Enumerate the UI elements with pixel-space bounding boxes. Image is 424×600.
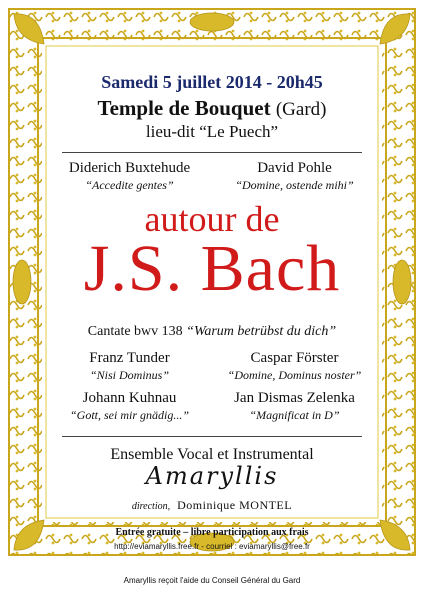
- support-note: Amaryllis reçoit l'aide du Conseil Général du Gard: [123, 576, 301, 585]
- program-item: [52, 350, 207, 383]
- title-line-2: J.S. Bach: [83, 232, 341, 305]
- divider: [62, 436, 362, 437]
- entry-info: Entrée gratuite – libre participation aux frais: [115, 527, 309, 538]
- direction-label: direction,: [131, 501, 171, 512]
- work-title: “Domine, ostende mihi”: [235, 178, 354, 192]
- composer-name: Diderich Buxtehude: [68, 160, 191, 176]
- program-item: [52, 160, 207, 193]
- cantata-work: “Warum betrübst du dich”: [186, 324, 337, 339]
- work-title: “Nisi Dominus”: [89, 368, 170, 382]
- event-venue: [52, 96, 372, 121]
- venue-department: (Gard): [275, 99, 327, 120]
- ensemble-logo-text: Amaryllis: [145, 462, 279, 490]
- cantata-line: [52, 324, 372, 340]
- contact-links: http://eviamaryllis.free.fr - courriel : eviamaryllis@free.fr: [114, 542, 310, 551]
- program-item: [217, 350, 372, 383]
- poster-content: [52, 68, 372, 510]
- work-title: “Gott, sei mir gnädig...”: [69, 408, 189, 422]
- composer-name: Franz Tunder: [89, 350, 170, 366]
- composer-name: Johann Kuhnau: [82, 390, 177, 406]
- cantata-label: Cantate bwv 138: [87, 324, 183, 339]
- event-date: Samedi 5 juillet 2014 - 20h45: [101, 72, 323, 92]
- event-place: lieu-dit “Le Puech”: [145, 122, 279, 141]
- composer-name: Caspar Förster: [250, 350, 339, 366]
- program-item: [217, 390, 372, 423]
- work-title: “Magnificat in D”: [249, 408, 340, 422]
- title-line-1: autour de: [144, 199, 280, 239]
- ensemble-name: Ensemble Vocal et Instrumental: [110, 446, 314, 463]
- divider: [62, 152, 362, 153]
- program-item: [217, 160, 372, 193]
- work-title: “Accedite gentes”: [85, 178, 174, 192]
- composer-name: David Pohle: [257, 160, 332, 176]
- direction-line: [52, 498, 372, 513]
- venue-name: Temple de Bouquet: [97, 96, 271, 120]
- composer-name: Jan Dismas Zelenka: [234, 390, 355, 406]
- program-item: [52, 390, 207, 423]
- director-name: Dominique MONTEL: [177, 498, 293, 512]
- work-title: “Domine, Dominus noster”: [227, 368, 362, 382]
